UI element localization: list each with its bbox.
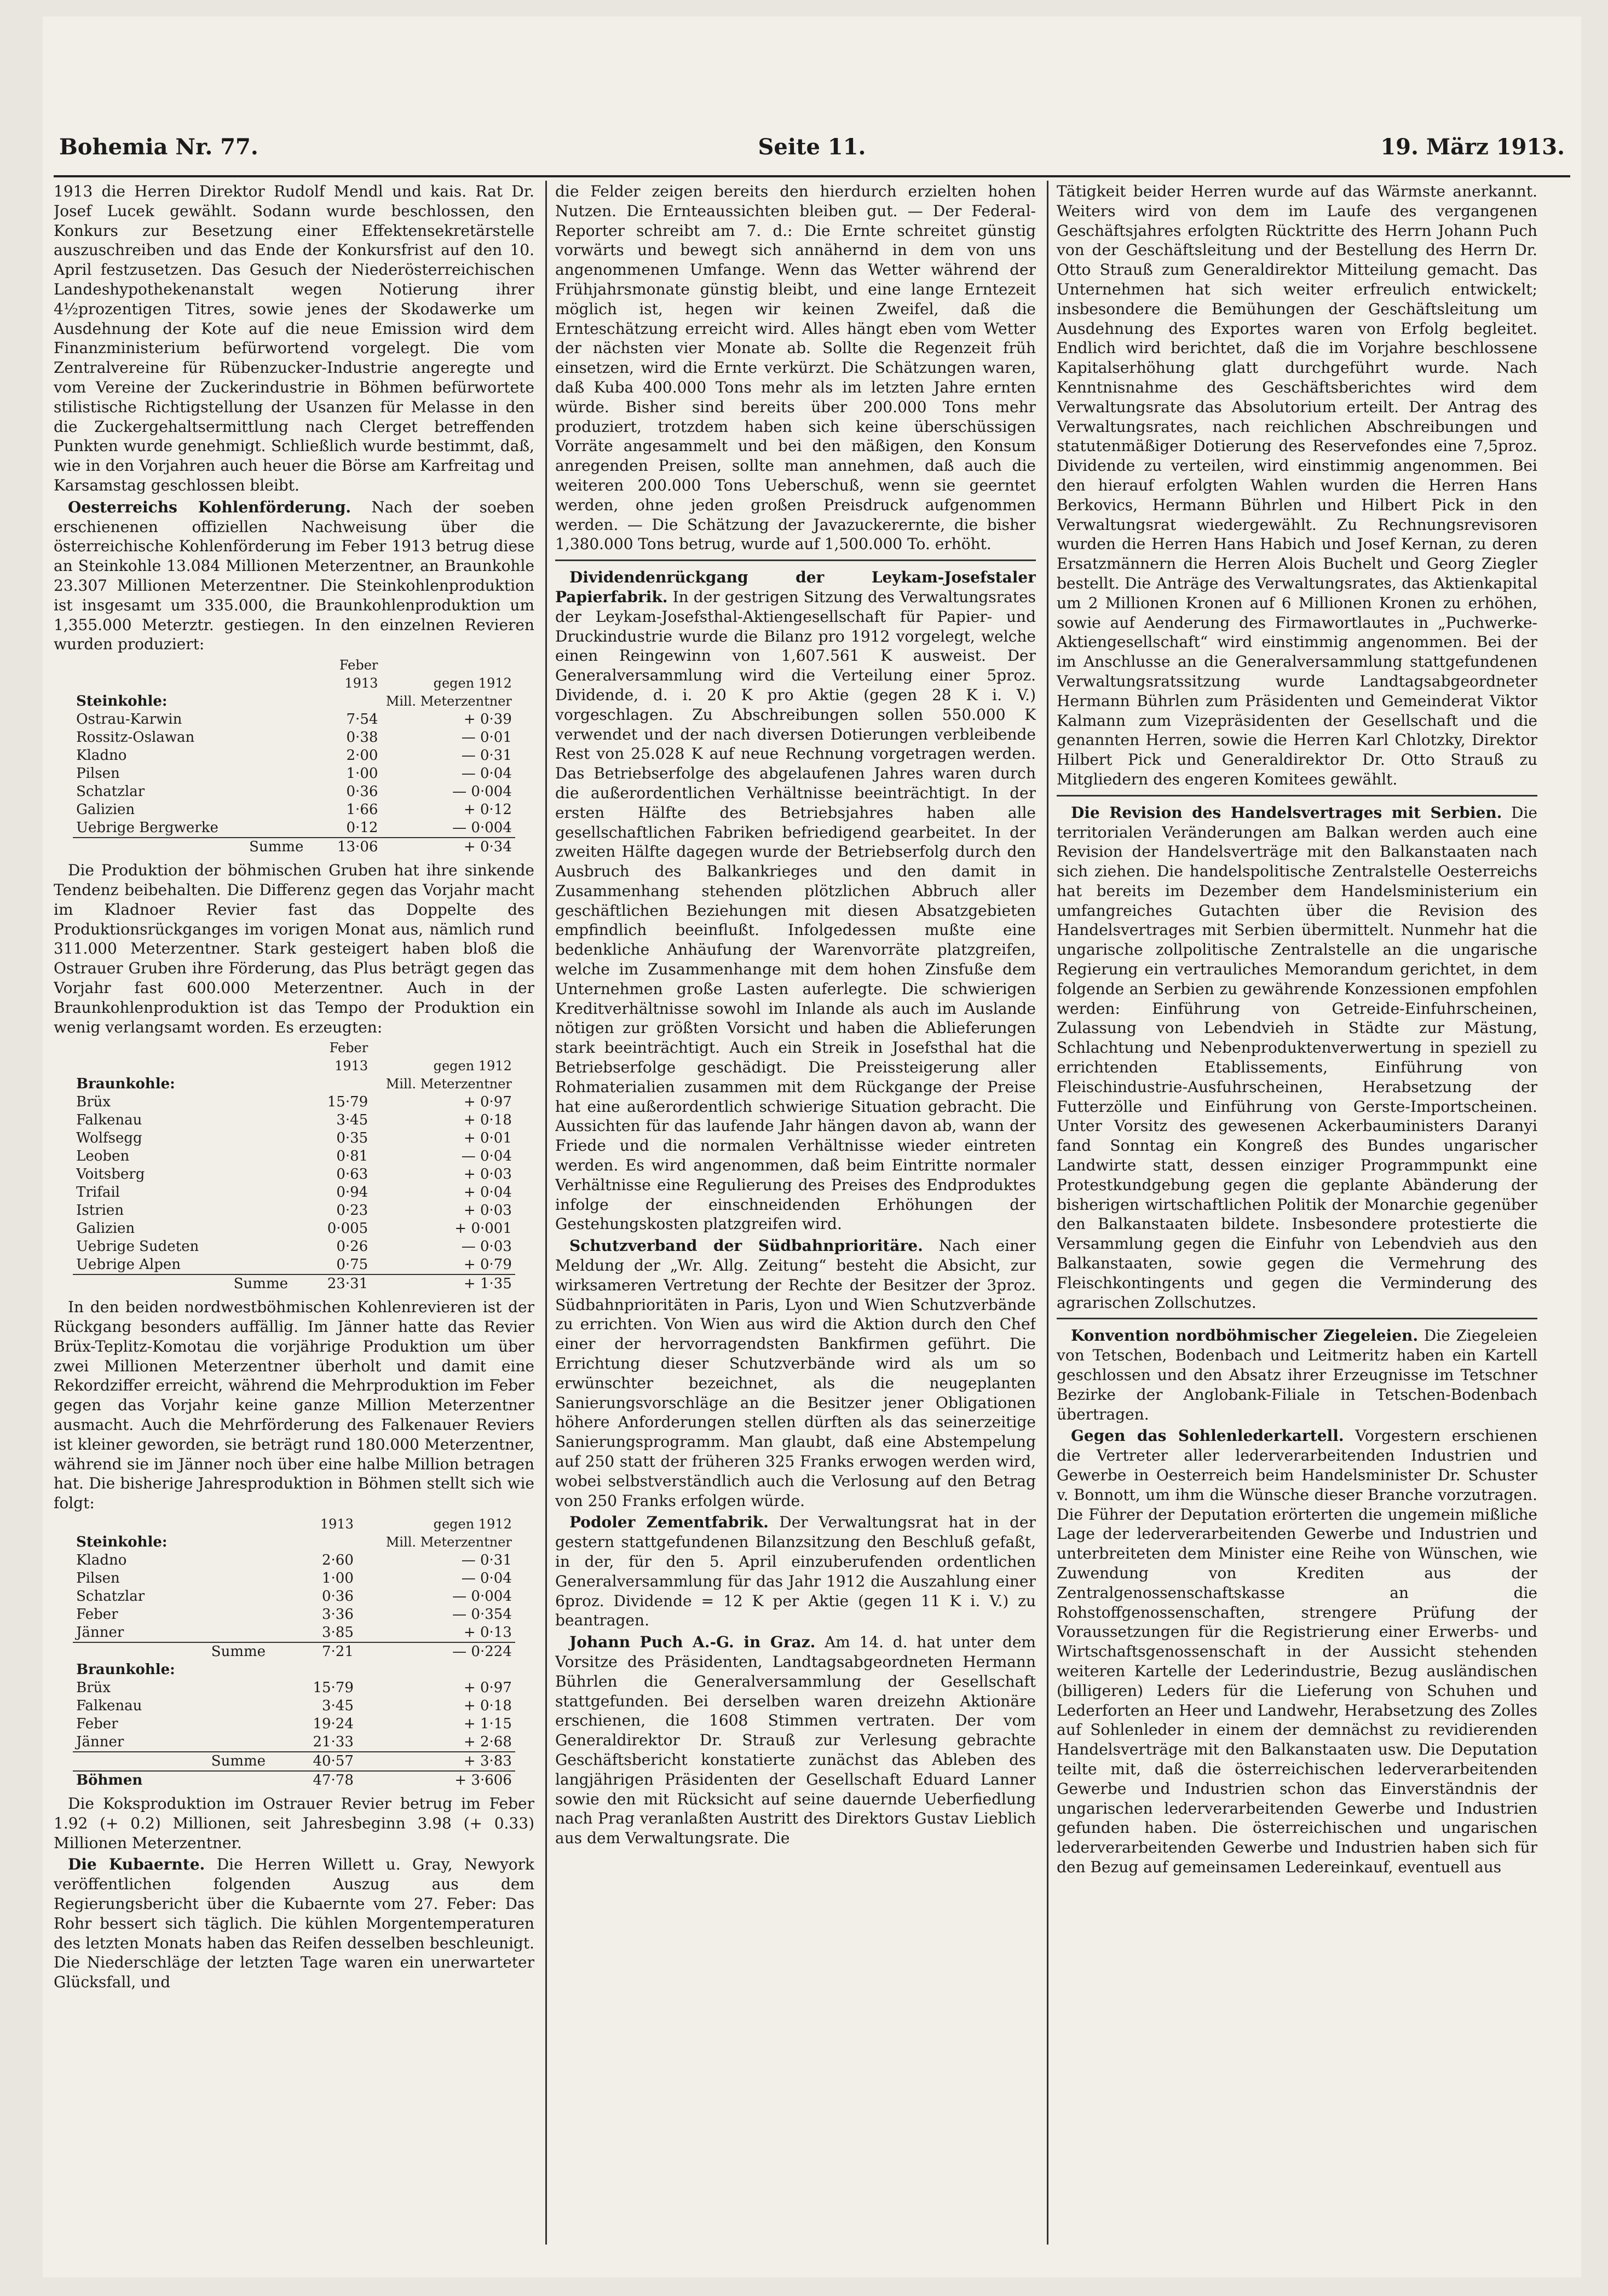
- newspaper-page: [43, 16, 1581, 2277]
- article: [1057, 1426, 1537, 1877]
- table-unit: Mill. Meterzentner: [385, 1534, 512, 1550]
- table-row: Feber 3·36 — 0·354: [76, 1606, 512, 1623]
- table-row: Wolfsegg 0·35 + 0·01: [76, 1130, 512, 1147]
- table-row: Kladno 2·00 — 0·31: [76, 747, 512, 764]
- table-sum-row: Summe 7·21 — 0·224: [73, 1642, 515, 1661]
- article-text: Die Ziegeleien von Tetschen, Bodenbach und Leitmeritz haben ein Kartell geschlossen und den Absatz ihrer Erzeugnisse im Tetschner Bezirke der Anglobank-Filiale in Tetschen-Bodenbach übertragen.: [1057, 1326, 1537, 1423]
- article-heading: Schutzverband der Südbahnprioritäre.: [569, 1237, 923, 1255]
- article-heading: Die Kubaernte.: [68, 1855, 205, 1874]
- article-heading: Gegen das Sohlenlederkartell.: [1071, 1427, 1344, 1445]
- table-row: Schatzlar 0·36 — 0·004: [76, 783, 512, 800]
- section-rule: [1057, 795, 1537, 797]
- table-category: Steinkohle:: [76, 693, 168, 710]
- article-text: Die Herren Willett u. Gray, Newyork veröffentlichen folgenden Auszug aus dem Regierungsbericht über die Kubaernte vom 27. Feber: Das Rohr bessert sich täglich. Die kühlen Morgentemperaturen des letzten Monats haben das Reifen desselben beschleunigt. Die Niederschläge der letzten Tage waren ein unerwarteter Glücksfall, und: [54, 1855, 534, 1992]
- table-header: gegen 1912: [433, 1516, 512, 1532]
- table-row: Kladno 2·60 — 0·31: [76, 1552, 512, 1569]
- table-row: Uebrige Sudeten 0·26 — 0·03: [76, 1238, 512, 1255]
- article-heading: Die Revision des Handelsvertrages mit Serbien.: [1071, 803, 1502, 822]
- table-header: gegen 1912: [433, 1058, 512, 1074]
- article-heading: Podoler Zementfabrik.: [569, 1513, 769, 1532]
- stats-table-boehmen: [73, 1515, 515, 1790]
- table-header: 1913: [344, 676, 378, 691]
- table-header: 1913: [320, 1516, 354, 1532]
- column-rule: [545, 181, 547, 2245]
- table-row: Voitsberg 0·63 + 0·03: [76, 1166, 512, 1183]
- table-header: Feber: [339, 657, 378, 673]
- column-rule: [1047, 181, 1048, 2245]
- article-text: Die Produktion der böhmischen Gruben hat ihre sinkende Tendenz beibehalten. Die Differenz gegen das Vorjahr macht im Kladnoer Revier fast das Doppelte des Produktionsrückganges im vorigen Monat aus, nämlich rund 311.000 Meterzentner. Stark gesteigert haben bloß die Ostrauer Gruben ihre Förderung, das Plus beträgt gegen das Vorjahr fast 600.000 Meterzentner. Auch in der Braunkohlenproduktion ist das Tempo der Produktion ein wenig verlangsamt worden. Es erzeugten:: [54, 861, 534, 1036]
- article-heading: Oesterreichs Kohlenförderung.: [68, 498, 351, 516]
- article-text: Nach einer Meldung der „Wr. Allg. Zeitung“ besteht die Absicht, zur wirksameren Vertretung der Rechte der Besitzer der 3proz. Südbahnprioritäten in Paris, Lyon und Wien Schutzverbände zu errichten. Von Wien aus wird die Aktion durch den Chef einer der hervorragendsten Bankfirmen geführt. Die Errichtung dieser Schutzverbände wird als um so erwünschter bezeichnet, als die neugeplanten Sanierungsvorschläge an die Besitzer jener Obligationen höhere Anforderungen stellen dürften als das seinerzeitige Sanierungsprogramm. Man glaubt, daß eine Abstempelung auf 250 statt der früheren 325 Franks erwogen werden wird, wobei selbstverständlich auch die Verlosung auf den Betrag von 250 Franks erfolgen würde.: [555, 1237, 1036, 1510]
- article-text: 1913 die Herren Direktor Rudolf Mendl und kais. Rat Dr. Josef Lucek gewählt. Sodann wurde beschlossen, den Konkurs zur Besetzung einer Effektensekretärstelle auszuschreiben und das Ende der Konkursfrist auf den 10. April festzusetzen. Das Gesuch der Niederösterreichischen Landeshypothekenanstalt wegen Notierung ihrer 4½prozentigen Titres, sowie jenes der Skodawerke um Ausdehnung der Kote auf die neue Emission wird dem Finanzministerium befürwortend vorgelegt. Die vom Zentralvereine für Rübenzucker-Industrie angeregte und vom Vereine der Zuckerindustrie in Böhmen befürwortete stilistische Richtigstellung der Usanzen für Melasse in den die Zuckergehaltsermittlung nach Clerget betreffenden Punkten wurde genehmigt. Schließlich wurde bestimmt, daß, wie in den Vorjahren auch heuer die Börse am Karfreitag und Karsamstag geschlossen bleibt.: [54, 182, 534, 494]
- article-text: Am 14. d. hat unter dem Vorsitze des Präsidenten, Landtagsabgeordneten Hermann Bührlen die Generalversammlung der Gesellschaft stattgefunden. Bei derselben waren dreizehn Aktionäre erschienen, die 1608 Stimmen vertraten. Der vom Generaldirektor Dr. Strauß zur Verlesung gebrachte Geschäftsbericht konstatierte zunächst das Ableben des langjährigen Präsidenten der Gesellschaft Eduard Lanner sowie den mit Rücksicht auf seine dauernde Ueberfiedlung nach Prag veranlaßten Austritt des Direktors Gustav Lieblich aus dem Verwaltungsrate. Die: [555, 1633, 1036, 1848]
- table-header: gegen 1912: [433, 676, 512, 691]
- section-rule: [555, 559, 1036, 561]
- column-2: [555, 182, 1036, 2240]
- table-row: Leoben 0·81 — 0·04: [76, 1148, 512, 1165]
- article: [555, 1513, 1036, 1630]
- table-unit: Mill. Meterzentner: [385, 1076, 512, 1092]
- table-sum-row: Summe 13·06 + 0·34: [73, 838, 515, 856]
- table-row: Falkenau 3·45 + 0·18: [76, 1698, 512, 1715]
- table-row: Jänner 3·85 + 0·13: [76, 1624, 512, 1641]
- table-row: Pilsen 1·00 — 0·04: [76, 765, 512, 782]
- article-heading: Konvention nordböhmischer Ziegeleien.: [1071, 1326, 1419, 1345]
- article: [54, 1855, 534, 1992]
- table-row: Ostrau-Karwin 7·54 + 0·39: [76, 711, 512, 728]
- stats-table-steinkohle: [73, 656, 515, 856]
- table-row: Istrien 0·23 + 0·03: [76, 1202, 512, 1219]
- table-sum-row: Summe 40·57 + 3·83: [73, 1752, 515, 1771]
- table-row: Galizien 1·66 + 0·12: [76, 801, 512, 818]
- table-row: Galizien 0·005 + 0·001: [76, 1220, 512, 1237]
- table-category: Steinkohle:: [76, 1534, 168, 1551]
- article: [555, 568, 1036, 1234]
- table-row: Uebrige Bergwerke 0·12 — 0·004: [76, 820, 512, 837]
- table-row: Feber 19·24 + 1·15: [76, 1716, 512, 1733]
- header-rule: [54, 175, 1570, 177]
- issue-number: Bohemia Nr. 77.: [59, 134, 258, 160]
- table-unit: Mill. Meterzentner: [385, 694, 512, 709]
- table-row: Rossitz-Oslawan 0·38 — 0·01: [76, 729, 512, 746]
- article: [1057, 1326, 1537, 1424]
- table-row: Falkenau 3·45 + 0·18: [76, 1112, 512, 1129]
- table-row: Uebrige Alpen 0·75 + 0·79: [76, 1256, 512, 1273]
- column-3: [1057, 182, 1537, 2240]
- table-total-row: Böhmen 47·78 + 3·606: [73, 1771, 515, 1790]
- issue-date: 19. März 1913.: [1380, 134, 1565, 160]
- article-text: die Felder zeigen bereits den hierdurch erzielten hohen Nutzen. Die Ernteaussichten bleiben gut. — Der Federal-Reporter schreibt am 7. d.: Die Ernte schreitet günstig vorwärts und bewegt sich annähernd in dem von uns angenommenen Umfange. Wenn das Wetter während der Frühjahrsmonate günstig bleibt, und eine lange Erntezeit möglich ist, hegen wir keinen Zweifel, daß die Ernteschätzung erreicht wird. Alles hängt eben vom Wetter der nächsten vier Monate ab. Sollte die Regenzeit früh einsetzen, wird die Ernte verkürzt. Die Schätzungen waren, daß Kuba 400.000 Tons mehr als im letzten Jahre ernten würde. Bisher sind bereits über 200.000 Tons mehr produziert, trotzdem haben sich keine überschüssigen Vorräte angesammelt und bei den mäßigen, den Konsum anregenden Preisen, sollte man annehmen, daß auch die weiteren 200.000 Tons Ueberschuß, wenn sie geerntet werden, ohne jeden großen Preisdruck aufgenommen werden. — Die Schätzung der Javazuckerernte, die bisher 1,380.000 Tons betrug, wurde auf 1,500.000 To. erhöht.: [555, 182, 1036, 553]
- article-heading: Johann Puch A.-G. in Graz.: [569, 1633, 816, 1652]
- table-row: Brüx 15·79 + 0·97: [76, 1094, 512, 1111]
- article-text: Der Verwaltungsrat hat in der gestern stattgefundenen Bilanzsitzung den Beschluß gefaßt, in der, für den 5. April einzuberufenden ordentlichen Generalversammlung für das Jahr 1912 die Auszahlung einer 6proz. Dividende = 12 K per Aktie (gegen 11 K i. V.) zu beantragen.: [555, 1513, 1036, 1630]
- section-rule: [1057, 1318, 1537, 1319]
- article-text: In den beiden nordwestböhmischen Kohlenrevieren ist der Rückgang besonders auffällig. Im Jänner hatte das Revier Brüx-Teplitz-Komotau die vorjährige Produktion um über zwei Millionen Meterzentner überholt und damit eine Rekordziffer erreicht, während die Mehrproduktion im Feber gegen das Vorjahr keine ganze Million Meterzentner ausmacht. Auch die Mehrförderung des Falkenauer Reviers ist kleiner geworden, sie beträgt rund 180.000 Meterzentner, während sie im Jänner noch über eine halbe Million betragen hat. Die bisherige Jahresproduktion in Böhmen stellt sich wie folgt:: [54, 1298, 534, 1513]
- article-text: In der gestrigen Sitzung des Verwaltungsrates der Leykam-Josefsthal-Aktiengesellschaft für Papier- und Druckindustrie wurde die Bilanz pro 1912 vorgelegt, welche einen Reingewinn von 1,607.561 K ausweist. Der Generalversammlung wird die Verteilung einer 5proz. Dividende, d. i. 20 K pro Aktie (gegen 28 K i. V.) vorgeschlagen. Zu Abschreibungen sollen 550.000 K verwendet und der nach diversen Dotierungen verbleibende Rest von 25.028 K auf neue Rechnung vorgetragen werden. Das Betriebserfolge des abgelaufenen Jahres waren durch die außerordentlichen Verhältnisse beeinträchtigt. In der ersten Hälfte des Betriebsjahres haben alle gesellschaftlichen Fabriken befriedigend gearbeitet. In der zweiten Hälfte dagegen wurde der Betriebserfolg durch den Ausbruch des Balkankrieges und den damit in Zusammenhang stehenden plötzlichen Abbruch aller geschäftlichen Beziehungen mit diesen Absatzgebieten empfindlich beeinflußt. Infolgedessen mußte eine bedenkliche Anhäufung der Warenvorräte platzgreifen, welche im Zusammenhange mit dem hohen Zinsfuße dem Unternehmen große Lasten auferlegte. Die schwierigen Kreditverhältnisse sowohl im Inlande als auch im Auslande nötigen zur größten Vorsicht und haben die Ablieferungen stark beeinträchtigt. Auch ein Streik in Josefsthal hat die Betriebserfolge geschädigt. Die Preissteigerung aller Rohmaterialien zusammen mit dem Rückgange der Preise hat eine außerordentlich schwierige Situation gebracht. Die Aussichten für das laufende Jahr hängen davon ab, wann der Friede und die normalen Verhältnisse wieder eintreten werden. Es wird angenommen, daß beim Eintritte normaler Verhältnisse eine Regulierung des Preises des Endproduktes infolge der einschneidenden Erhöhungen der Gestehungskosten platzgreifen wird.: [555, 587, 1036, 1233]
- table-header: 1913: [335, 1058, 368, 1074]
- article-heading: Dividendenrückgang der Leykam-Josefstaler Papierfabrik.: [555, 568, 1036, 606]
- table-row: Schatzlar 0·36 — 0·004: [76, 1588, 512, 1605]
- table-sum-row: Summe 23·31 + 1·35: [73, 1274, 515, 1293]
- article-text: Die territorialen Veränderungen am Balkan werden auch eine Revision der Handelsverträge mit den Balkanstaaten nach sich ziehen. Die handelspolitische Zentralstelle Oesterreichs hat bereits im Dezember dem Handelsministerium ein umfangreiches Gutachten über die Revision des Handelsvertrages mit Serbien übermittelt. Nunmehr hat die ungarische zollpolitische Zentralstelle an die ungarische Regierung ein vertrauliches Memorandum gerichtet, in dem folgende an Serbien zu gewährende Konzessionen empfohlen werden: Einführung von Getreide-Einfuhrscheinen, Zulassung von Lebendvieh in Städte zur Mästung, Schlachtung und Nebenproduktenverwertung in speziell zu errichtenden Etablissements, Einführung von Fleischindustrie-Ausfuhrscheinen, Herabsetzung der Futterzölle und Einführung von Gerste-Importscheinen. Unter Vorsitz des gewesenen Ackerbauministers Daranyi fand Sonntag ein Kongreß des Bundes ungarischer Landwirte statt, dessen einziger Programmpunkt eine Protestkundgebung gegen die geplante Abänderung der bisherigen wirtschaftlichen Politik der Monarchie gegenüber den Balkanstaaten bildete. Insbesondere protestierte die Versammlung gegen die Einfuhr von Lebendvieh aus den Balkanstaaten, sowie gegen die Vermehrung des Fleischkontingents und gegen die Verminderung des agrarischen Zollschutzes.: [1057, 803, 1537, 1312]
- table-row: Brüx 15·79 + 0·97: [76, 1680, 512, 1697]
- article: [54, 498, 534, 654]
- table-row: Pilsen 1·00 — 0·04: [76, 1570, 512, 1587]
- column-1: [54, 182, 534, 2240]
- article: [555, 1236, 1036, 1510]
- article-text: Die Koksproduktion im Ostrauer Revier betrug im Feber 1.92 (+ 0.2) Millionen, seit Jahresbeginn 3.98 (+ 0.33) Millionen Meterzentner.: [54, 1795, 534, 1852]
- stats-table-braunkohle: [73, 1039, 515, 1293]
- article-text: Vorgestern erschienen die Vertreter aller lederverarbeitenden Industrien und Gewerbe in Oesterreich beim Handelsminister Dr. Schuster v. Bonnott, um ihm die Wünsche dieser Branche vorzutragen. Die Führer der Deputation erörterten die ungemein mißliche Lage der lederverarbeitenden Gewerbe und Industrien und unterbreiteten dem Minister eine Reihe von Wünschen, wie Zuwendung von Krediten aus der Zentralgenossenschaftskasse an die Rohstoffgenossenschaften, strengere Prüfung der Voraussetzungen für die Registrierung einer Erwerbs- und Wirtschaftsgenossenschaft in der Aussicht stehenden weiteren Kartelle der Lederindustrie, Bezug ausländischen (billigeren) Leders für die Lieferung von Schuhen und Lederforten an Heer und Landwehr, Herabsetzung des Zolles auf Sohlenleder in einem der demnächst zu revidierenden Handelsverträge mit den Balkanstaaten usw. Die Deputation teilte mit, daß die österreichischen lederverarbeitenden Gewerbe und Industrien schon das Einverständnis der ungarischen lederverarbeitenden Gewerbe und Industrien gefunden haben. Die österreichischen und ungarischen lederverarbeitenden Gewerbe und Industrien haben sich für den Bezug auf gemeinsamen Ledereinkauf, eventuell aus: [1057, 1427, 1537, 1876]
- table-category: Braunkohle:: [76, 1076, 175, 1093]
- table-category: Braunkohle:: [76, 1662, 175, 1678]
- article-text: Nach der soeben erschienenen offiziellen Nachweisung über die österreichische Kohlenförderung im Feber 1913 betrug diese an Steinkohle 13.084 Millionen Meterzentner, an Braunkohle 23.307 Millionen Meterzentner. Die Steinkohlenproduktion ist insgesamt um 335.000, die Braunkohlenproduktion um 1,355.000 Meterztr. gestiegen. In den einzelnen Revieren wurden produziert:: [54, 498, 534, 654]
- table-row: Jänner 21·33 + 2·68: [76, 1734, 512, 1751]
- article-text: Tätigkeit beider Herren wurde auf das Wärmste anerkannt. Weiters wird von dem im Laufe des vergangenen Geschäftsjahres erfolgten Rücktritte des Herrn Johann Puch von der Geschäftsleitung und der Bestellung des Herrn Dr. Otto Strauß zum Generaldirektor Mitteilung gemacht. Das Unternehmen hat sich weiter erfreulich entwickelt; insbesondere die Bemühungen der Geschäftsleitung um Ausdehnung des Exportes waren von Erfolg begleitet. Endlich wird berichtet, daß die im Vorjahre beschlossene Kapitalserhöhung glatt durchgeführt wurde. Nach Kenntnisnahme des Geschäftsberichtes wird dem Verwaltungsrate das Absolutorium erteilt. Der Antrag des Verwaltungsrates, nach reichlichen Abschreibungen und statutenmäßiger Dotierung des Reservefondes eine 7,5proz. Dividende zu verteilen, wird einstimmig angenommen. Bei den hierauf erfolgten Wahlen wurden die Herren Hans Berkovics, Hermann Bührlen und Hilbert Pick in den Verwaltungsrat wiedergewählt. Zu Rechnungsrevisoren wurden die Herren Hans Habich und Josef Kernan, zu deren Ersatzmännern die Herren Alois Buchelt und Georg Ziegler bestellt. Die Anträge des Verwaltungsrates, das Aktienkapital um 2 Millionen Kronen auf 6 Millionen Kronen zu erhöhen, sowie auf Aenderung des Firmawortlautes in „Puchwerke-Aktiengesellschaft“ wird einstimmig angenommen. Bei der im Anschlusse an die Generalversammlung stattgefundenen Verwaltungsratssitzung wurde Landtagsabgeordneter Hermann Bührlen zum Präsidenten und Gemeinderat Viktor Kalmann zum Vizepräsidenten der Gesellschaft und die genannten Herren, sowie die Herren Karl Chlotzky, Direktor Hilbert Pick und Generaldirektor Dr. Otto Strauß zu Mitgliedern des engeren Komitees gewählt.: [1057, 182, 1537, 788]
- article: [555, 1632, 1036, 1848]
- table-header: Feber: [329, 1040, 368, 1056]
- article: [1057, 803, 1537, 1313]
- masthead: [54, 129, 1570, 172]
- page-number: Seite 11.: [758, 134, 866, 160]
- table-row: Trifail 0·94 + 0·04: [76, 1184, 512, 1201]
